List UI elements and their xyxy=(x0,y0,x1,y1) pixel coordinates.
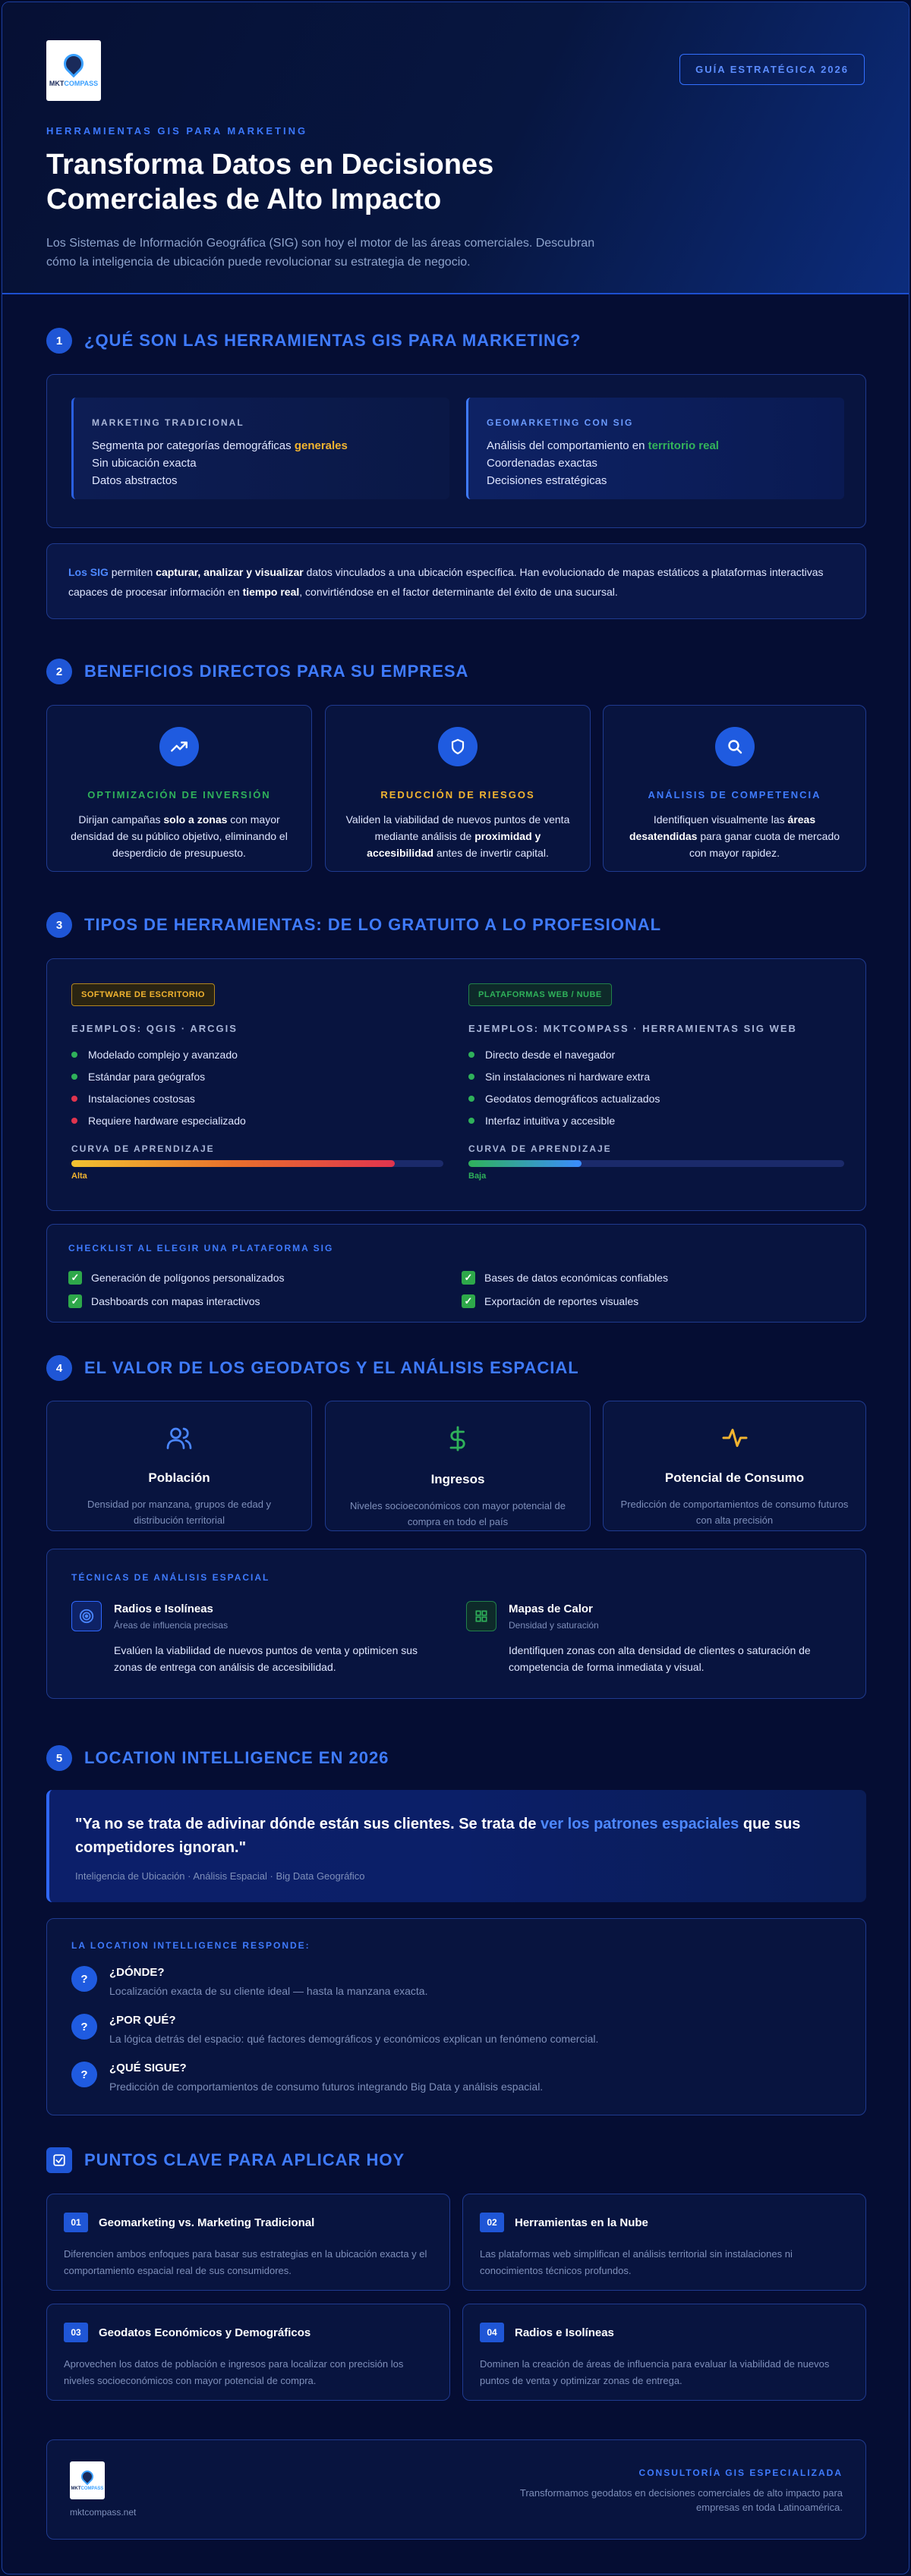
section-3 xyxy=(2,911,909,939)
desc-part-d: datos vinculados a una ubicación específica. Han evolucionado de mapas estáticos a plataformas interactivas capaces de procesar información en xyxy=(68,566,824,598)
technique-name: Radios e Isolíneas xyxy=(114,1603,213,1615)
check-icon: ✓ xyxy=(462,1271,475,1285)
company-logo xyxy=(46,40,101,101)
trad-line1a: Segmenta por categorías demográficas xyxy=(92,439,295,452)
trad-line3: Datos abstractos xyxy=(92,474,178,487)
geo-line1b: territorio real xyxy=(648,439,719,452)
geodata-title: Población xyxy=(148,1470,210,1485)
geodata-title: Ingresos xyxy=(430,1472,485,1486)
hero-header xyxy=(2,2,909,294)
benefit-card-competition xyxy=(603,705,866,872)
hero-intro: Los Sistemas de Información Geográfica (SIG) son hoy el motor de las áreas comerciales. Descubran cómo la inteligencia de ubicación puede revolucionar su estrategia de negocio. xyxy=(46,237,595,269)
trad-line2: Sin ubicación exacta xyxy=(92,457,197,470)
trad-line1b: generales xyxy=(294,439,348,452)
geodata-card-population xyxy=(46,1401,312,1531)
key-point-number: 01 xyxy=(64,2213,88,2232)
key-point-desc: Aprovechen los datos de población e ingresos para localizar con precisión los niveles socioeconómicos con mayor potencial de compra. xyxy=(64,2358,404,2386)
key-point-card xyxy=(462,2194,866,2291)
question-icon: ? xyxy=(71,2014,97,2040)
benefit-card-investment xyxy=(46,705,312,872)
grid-icon xyxy=(466,1601,496,1631)
desc-part-f: , convirtiéndose en el factor determinante del éxito de una sucursal. xyxy=(299,586,618,598)
learning-curve-label: CURVA DE APRENDIZAJE xyxy=(468,1143,612,1154)
logo-text-a: MKT xyxy=(49,80,65,87)
geodata-card-income xyxy=(325,1401,591,1531)
footer-logo: MKTCOMPASS xyxy=(70,2461,105,2499)
check-icon: ✓ xyxy=(462,1294,475,1308)
quote-part-c: que sus competidores ignoran." xyxy=(75,1816,801,1856)
page-title: Transforma Datos en Decisiones Comerciales de Alto Impacto xyxy=(46,149,494,215)
benefit-title: ANÁLISIS DE COMPETENCIA xyxy=(648,789,821,800)
section-number: 5 xyxy=(46,1745,72,1771)
key-point-card xyxy=(46,2304,450,2401)
checklist-title: CHECKLIST AL ELEGIR UNA PLATAFORMA SIG xyxy=(68,1243,334,1253)
geomarketing-title: GEOMARKETING CON SIG xyxy=(487,417,634,428)
qa-question: ¿DÓNDE? xyxy=(109,1966,165,1979)
list-item: Estándar para geógrafos xyxy=(71,1065,443,1087)
section-number: 3 xyxy=(46,912,72,938)
technique-desc: Evalúen la viabilidad de nuevos puntos de venta y optimicen sus zonas de entrega con análisis de accesibilidad. xyxy=(114,1644,418,1673)
technique-radios xyxy=(71,1601,451,1675)
quote-block xyxy=(46,1790,866,1902)
learning-curve-bar-desktop xyxy=(71,1160,443,1167)
list-item: Instalaciones costosas xyxy=(71,1087,443,1109)
section-6 xyxy=(2,2147,909,2174)
qa-answer: La lógica detrás del espacio: qué factores demográficos y económicos explican un fenómeno comercial. xyxy=(109,2033,599,2045)
traditional-card xyxy=(71,398,449,499)
checklist-item: ✓ Dashboards con mapas interactivos xyxy=(68,1289,285,1313)
geodata-desc: Densidad por manzana, grupos de edad y distribución territorial xyxy=(87,1499,272,1526)
web-tag: PLATAFORMAS WEB / NUBE xyxy=(468,983,612,1006)
key-point-desc: Las plataformas web simplifican el análisis territorial sin instalaciones ni conocimientos técnicos profundos. xyxy=(480,2248,793,2276)
section-title: EL VALOR DE LOS GEODATOS Y EL ANÁLISIS ESPACIAL xyxy=(84,1358,579,1377)
benefit-title: REDUCCIÓN DE RIESGOS xyxy=(380,789,535,800)
checklist-item: ✓ Generación de polígonos personalizados xyxy=(68,1266,285,1289)
web-tools xyxy=(468,983,844,1181)
check-icon: ✓ xyxy=(68,1271,82,1285)
location-pin-icon xyxy=(60,50,88,78)
qa-item xyxy=(71,2014,841,2045)
list-item: Geodatos demográficos actualizados xyxy=(468,1087,844,1109)
technique-subtitle: Áreas de influencia precisas xyxy=(114,1620,229,1631)
key-point-card xyxy=(462,2304,866,2401)
dollar-icon xyxy=(444,1424,471,1453)
geodata-card-consumption xyxy=(603,1401,866,1531)
key-point-desc: Diferencien ambos enfoques para basar sus estrategias en la ubicación exacta y el comportamiento espacial real de sus consumidores. xyxy=(64,2248,427,2276)
target-icon xyxy=(71,1601,102,1631)
key-point-number: 04 xyxy=(480,2323,504,2342)
technique-name: Mapas de Calor xyxy=(509,1603,593,1615)
benefit-text-c: para ganar cuota de mercado con mayor rapidez. xyxy=(689,830,840,859)
key-point-title: Herramientas en la Nube xyxy=(515,2216,648,2229)
key-point-title: Radios e Isolíneas xyxy=(515,2326,614,2339)
list-item: Requiere hardware especializado xyxy=(71,1109,443,1131)
benefit-text-a: Validen la viabilidad de nuevos puntos de venta mediante análisis de xyxy=(345,813,570,842)
geo-line3: Decisiones estratégicas xyxy=(487,474,607,487)
learning-level: Baja xyxy=(468,1172,487,1181)
section-title: ¿QUÉ SON LAS HERRAMIENTAS GIS PARA MARKETING? xyxy=(84,331,582,350)
technique-heatmaps xyxy=(466,1601,846,1675)
key-point-desc: Dominen la creación de áreas de influencia para evaluar la viabilidad de nuevos puntos de venta y optimizar zonas de entrega. xyxy=(480,2358,830,2386)
qa-item xyxy=(71,1966,841,1997)
section-title: LOCATION INTELLIGENCE EN 2026 xyxy=(84,1748,389,1767)
sig-description xyxy=(46,543,866,619)
shield-icon xyxy=(438,727,478,766)
check-icon: ✓ xyxy=(68,1294,82,1308)
tools-panel xyxy=(46,958,866,1211)
learning-curve-label: CURVA DE APRENDIZAJE xyxy=(71,1143,215,1154)
trending-up-icon xyxy=(159,727,199,766)
geomarketing-card xyxy=(466,398,844,499)
benefit-text-b: solo a zonas xyxy=(163,813,228,826)
list-item: Sin instalaciones ni hardware extra xyxy=(468,1065,844,1087)
qa-answer: Predicción de comportamientos de consumo futuros integrando Big Data y análisis espacial. xyxy=(109,2081,544,2093)
section-1 xyxy=(2,327,909,354)
section-title: BENEFICIOS DIRECTOS PARA SU EMPRESA xyxy=(84,662,469,681)
benefit-text-b: proximidad y accesibilidad xyxy=(367,830,541,859)
desc-part-b: permiten xyxy=(108,566,156,578)
checklist-item: ✓ Bases de datos económicas confiables xyxy=(462,1266,668,1289)
activity-icon xyxy=(720,1424,750,1452)
benefit-text-a: Identifiquen visualmente las xyxy=(653,813,788,826)
benefit-card-risk xyxy=(325,705,591,872)
qa-answer: Localización exacta de su cliente ideal — hasta la manzana exacta. xyxy=(109,1985,428,1997)
footer-url[interactable]: mktcompass.net xyxy=(70,2507,137,2518)
geo-line1a: Análisis del comportamiento en xyxy=(487,439,648,452)
benefit-text-b: áreas desatendidas xyxy=(629,813,816,842)
checklist-panel xyxy=(46,1224,866,1323)
section-number: 2 xyxy=(46,659,72,684)
section-number: 4 xyxy=(46,1355,72,1381)
desktop-tools xyxy=(71,983,443,1181)
section-5 xyxy=(2,1744,909,1772)
li-title: LA LOCATION INTELLIGENCE RESPONDE: xyxy=(71,1940,310,1951)
learning-level: Alta xyxy=(71,1172,87,1181)
desc-part-e: tiempo real xyxy=(242,586,300,598)
desc-part-a: Los SIG xyxy=(68,566,109,578)
key-point-title: Geomarketing vs. Marketing Tradicional xyxy=(99,2216,315,2229)
checkbox-icon xyxy=(46,2147,72,2173)
benefit-text-c: antes de invertir capital. xyxy=(433,847,549,859)
checklist-item: ✓ Exportación de reportes visuales xyxy=(462,1289,668,1313)
benefit-text-c: con mayor densidad de su público objetivo, eliminando el desperdicio de presupuesto. xyxy=(71,813,288,859)
spatial-techniques-panel xyxy=(46,1549,866,1699)
section-2 xyxy=(2,658,909,685)
geodata-desc: Predicción de comportamientos de consumo futuros con alta precisión xyxy=(620,1499,849,1526)
section-title: PUNTOS CLAVE PARA APLICAR HOY xyxy=(84,2150,405,2169)
desc-part-c: capturar, analizar y visualizar xyxy=(156,566,304,578)
list-item: Interfaz intuitiva y accesible xyxy=(468,1109,844,1131)
quote-part-a: "Ya no se trata de adivinar dónde están sus clientes. Se trata de xyxy=(75,1816,541,1832)
question-icon: ? xyxy=(71,1966,97,1992)
comparison-panel xyxy=(46,374,866,528)
techniques-title: TÉCNICAS DE ANÁLISIS ESPACIAL xyxy=(71,1572,270,1583)
desktop-examples: EJEMPLOS: QGIS · ARCGIS xyxy=(71,1023,238,1034)
qa-item xyxy=(71,2062,841,2093)
desktop-tag: SOFTWARE DE ESCRITORIO xyxy=(71,983,215,1006)
footer xyxy=(46,2439,866,2540)
qa-question: ¿QUÉ SIGUE? xyxy=(109,2062,187,2074)
quote-part-b: ver los patrones espaciales xyxy=(541,1816,739,1832)
search-icon xyxy=(715,727,755,766)
geodata-title: Potencial de Consumo xyxy=(664,1470,805,1485)
quote-subtitle: Inteligencia de Ubicación · Análisis Espacial · Big Data Geográfico xyxy=(75,1870,365,1882)
qa-question: ¿POR QUÉ? xyxy=(109,2014,176,2027)
key-point-number: 03 xyxy=(64,2323,88,2342)
key-point-title: Geodatos Económicos y Demográficos xyxy=(99,2326,311,2339)
geo-line2: Coordenadas exactas xyxy=(487,457,597,470)
footer-title: CONSULTORÍA GIS ESPECIALIZADA xyxy=(638,2467,843,2478)
location-pin-icon xyxy=(79,2467,96,2485)
location-intelligence-panel xyxy=(46,1918,866,2115)
list-item: Modelado complejo y avanzado xyxy=(71,1043,443,1065)
infographic-frame xyxy=(2,2,909,2574)
benefit-text-a: Dirijan campañas xyxy=(78,813,164,826)
key-point-number: 02 xyxy=(480,2213,504,2232)
technique-subtitle: Densidad y saturación xyxy=(509,1620,599,1631)
section-title: TIPOS DE HERRAMIENTAS: DE LO GRATUITO A LO PROFESIONAL xyxy=(84,915,662,934)
users-icon xyxy=(164,1424,194,1452)
section-number: 1 xyxy=(46,328,72,354)
web-examples: EJEMPLOS: MKTCOMPASS · HERRAMIENTAS SIG WEB xyxy=(468,1023,797,1034)
section-4 xyxy=(2,1354,909,1382)
geodata-desc: Niveles socioeconómicos con mayor potencial de compra en todo el país xyxy=(350,1500,566,1527)
traditional-title: MARKETING TRADICIONAL xyxy=(92,417,244,428)
logo-text-b: COMPASS xyxy=(64,80,99,87)
hero-eyebrow: HERRAMIENTAS GIS PARA MARKETING xyxy=(46,125,308,137)
benefit-title: OPTIMIZACIÓN DE INVERSIÓN xyxy=(87,789,271,800)
guide-badge: GUÍA ESTRATÉGICA 2026 xyxy=(679,54,865,85)
question-icon: ? xyxy=(71,2062,97,2087)
key-point-card xyxy=(46,2194,450,2291)
list-item: Directo desde el navegador xyxy=(468,1043,844,1065)
footer-desc: Transformamos geodatos en decisiones comerciales de alto impacto para empresas en toda Latinoamérica. xyxy=(519,2487,843,2513)
learning-curve-bar-web xyxy=(468,1160,844,1167)
technique-desc: Identifiquen zonas con alta densidad de clientes o saturación de competencia de forma inmediata y visual. xyxy=(509,1644,811,1673)
